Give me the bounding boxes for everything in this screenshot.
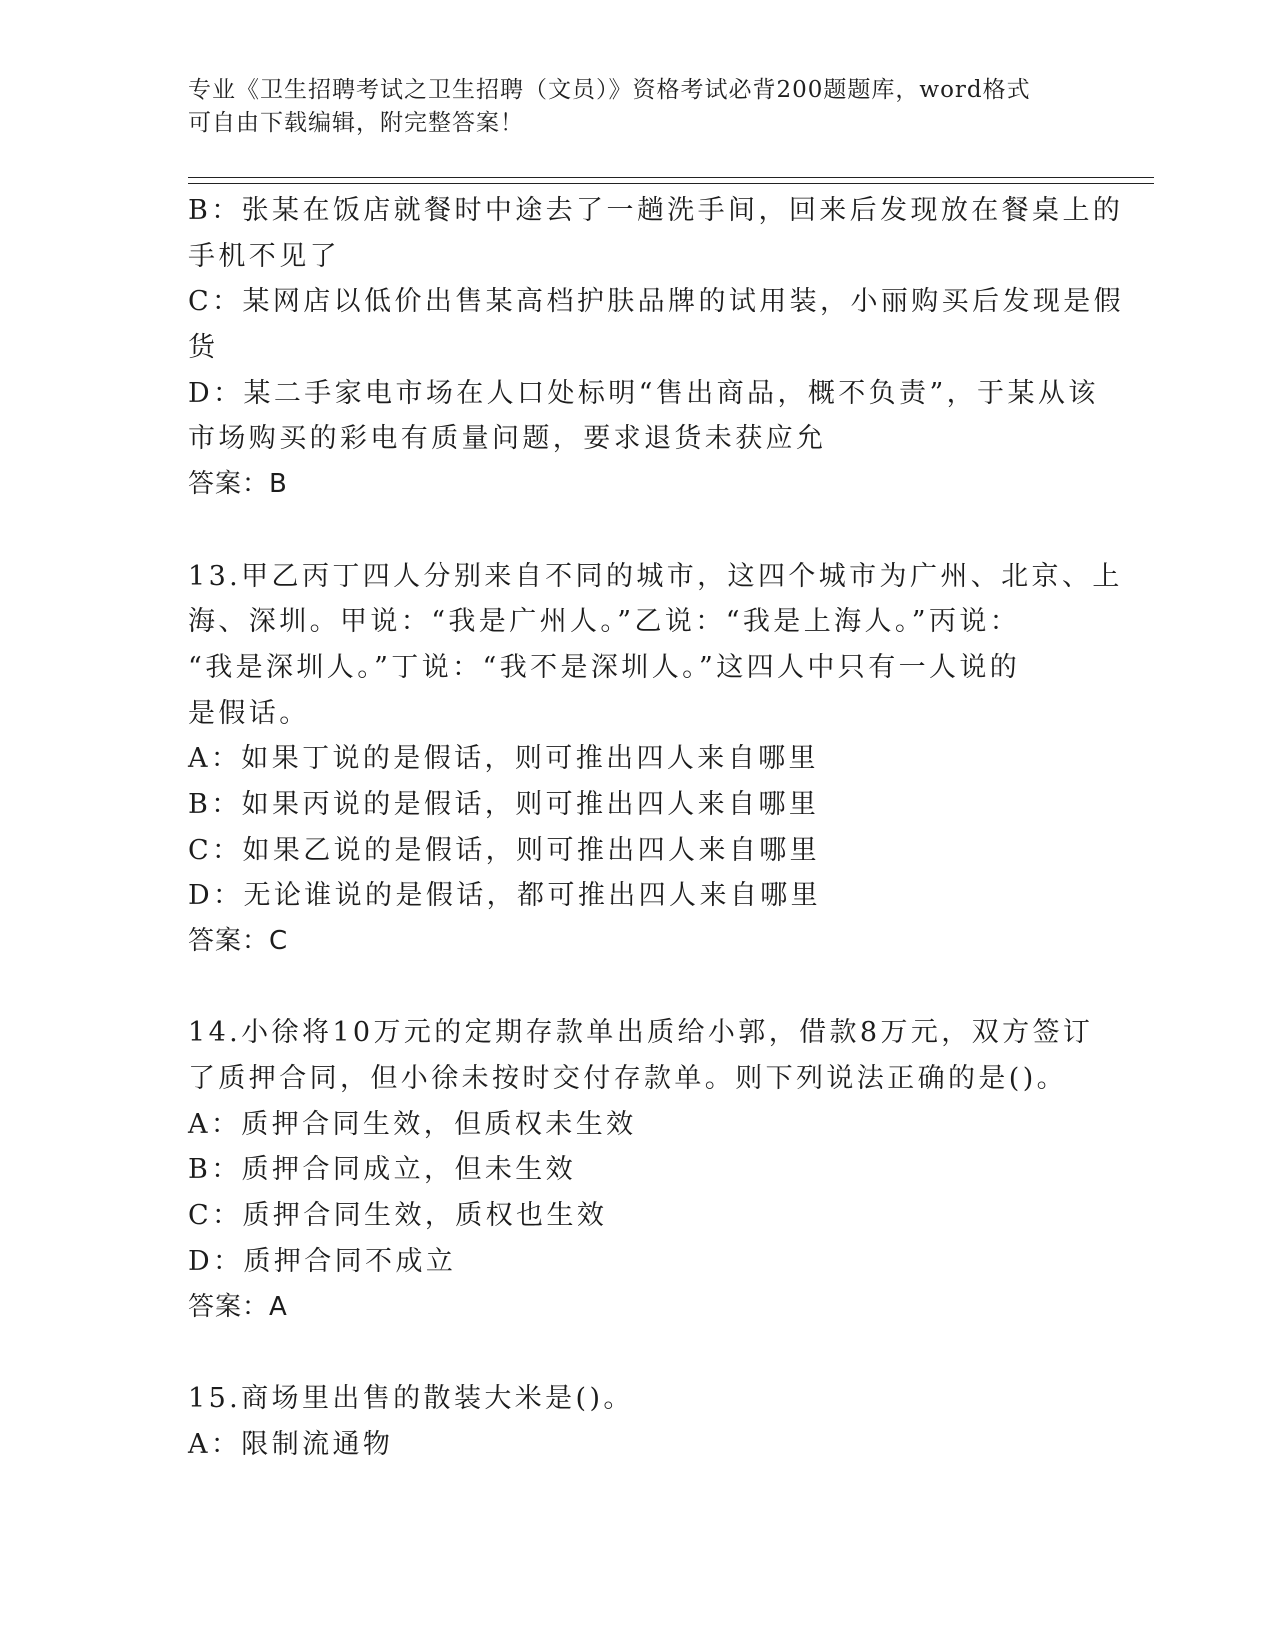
q12-option-c-line-1: C：某网店以低价出售某高档护肤品牌的试用装，小丽购买后发现是假 [188,286,1125,318]
header-line-1: 专业《卫生招聘考试之卫生招聘（文员）》资格考试必背200题题库，word格式 [188,77,1031,103]
header-divider-bottom [188,183,1154,184]
q14-stem-line-2: 了质押合同，但小徐未按时交付存款单。则下列说法正确的是()。 [188,1063,1068,1095]
q12-answer: 答案：B [188,469,288,500]
header-divider-top [188,177,1154,178]
q12-option-d-line-1: D：某二手家电市场在人口处标明“售出商品，概不负责”，于某从该 [188,377,1099,409]
q13-stem-line-2: 海、深圳。甲说：“我是广州人。”乙说：“我是上海人。”丙说： [188,606,1021,638]
q13-stem-line-4: 是假话。 [188,697,310,729]
question-14-block [188,1010,1094,1330]
spacer [188,1330,1088,1376]
q15-option-a: A：限制流通物 [188,1428,394,1460]
q14-option-a: A：质押合同生效，但质权未生效 [188,1108,637,1140]
q14-option-b: B：质押合同成立，但未生效 [188,1154,577,1186]
q12-option-b-line-2: 手机不见了 [188,240,340,272]
q12-option-b-line-1: B：张某在饭店就餐时中途去了一趟洗手间，回来后发现放在餐桌上的 [188,195,1124,226]
q12-option-c-line-2: 货 [188,332,219,364]
q14-stem-line-1: 14.小徐将10万元的定期存款单出质给小郭，借款8万元，双方签订 [188,1017,1094,1049]
spacer [188,508,1088,554]
q12-option-d-line-2: 市场购买的彩电有质量问题，要求退货未获应允 [188,423,827,455]
q13-option-c: C：如果乙说的是假话，则可推出四人来自哪里 [188,834,821,866]
document-body [188,188,1125,1467]
q13-option-d: D：无论谁说的是假话，都可推出四人来自哪里 [188,880,822,912]
q13-option-b: B：如果丙说的是假话，则可推出四人来自哪里 [188,788,820,820]
question-12-block [188,188,1125,508]
spacer [188,965,1088,1011]
q13-answer: 答案：C [188,926,289,956]
question-15-block [188,1376,1088,1467]
q14-option-d: D：质押合同不成立 [188,1245,457,1277]
header-line-2: 可自由下载编辑，附完整答案！ [188,110,524,136]
q13-option-a: A：如果丁说的是假话，则可推出四人来自哪里 [188,743,819,775]
q14-option-c: C：质押合同生效，质权也生效 [188,1200,608,1232]
q13-stem-line-1: 13.甲乙丙丁四人分别来自不同的城市，这四个城市为广州、北京、上 [188,560,1123,592]
q14-answer: 答案：A [188,1291,288,1322]
question-13-block [188,554,1123,965]
q13-stem-line-3: “我是深圳人。”丁说：“我不是深圳人。”这四人中只有一人说的 [188,651,1021,683]
document-header [188,74,1088,140]
q15-stem-line-1: 15.商场里出售的散装大米是()。 [188,1382,634,1414]
